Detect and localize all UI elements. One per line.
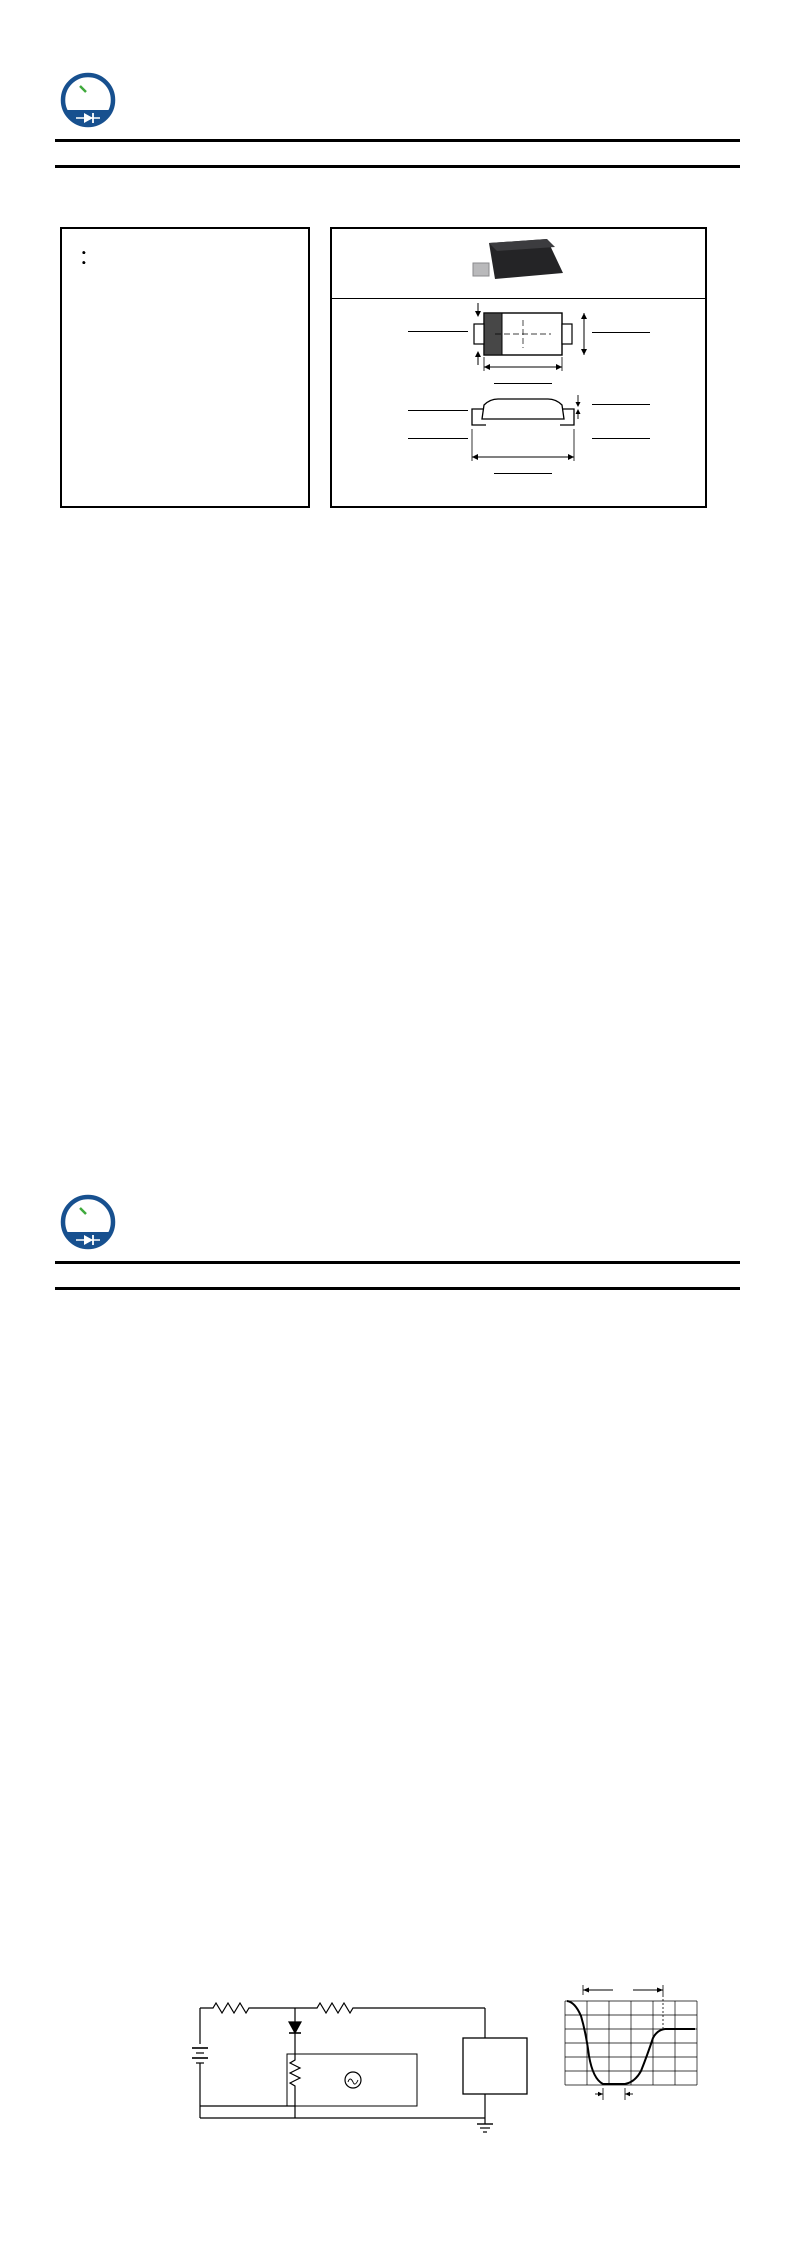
chart-fig2-block [418,1304,773,1306]
fig7-circuit-and-waveform [55,1976,745,2176]
test-circuit [192,2003,527,2132]
chart-fig4-block [424,1494,774,1496]
page-2 [0,1122,793,2244]
package-photo [459,235,579,287]
package-box [330,227,707,508]
chart-fig1-block [75,1312,415,1314]
oscilloscope-icon [345,2072,361,2088]
header-rule-bottom [55,1287,740,1290]
package-drawing [332,299,705,487]
brand-logo [58,68,122,136]
package-side-view [408,395,650,474]
dut-diode-icon [289,2022,301,2033]
ground-icon [477,2118,493,2132]
recovery-waveform [565,1982,697,2100]
header-rule-bottom [55,165,740,168]
package-lead [473,263,489,276]
header-rule-top [55,139,740,142]
chart-fig6-block [424,1768,769,1770]
features-box [60,227,310,508]
chart-fig5-block [72,1774,392,1776]
brand-logo [58,1190,122,1258]
ratings-section [57,540,715,553]
dc-source-icon [192,2048,208,2063]
header-rule-top [55,1261,740,1264]
chart-fig3-block [85,1486,410,1488]
package-front-view [408,303,650,384]
